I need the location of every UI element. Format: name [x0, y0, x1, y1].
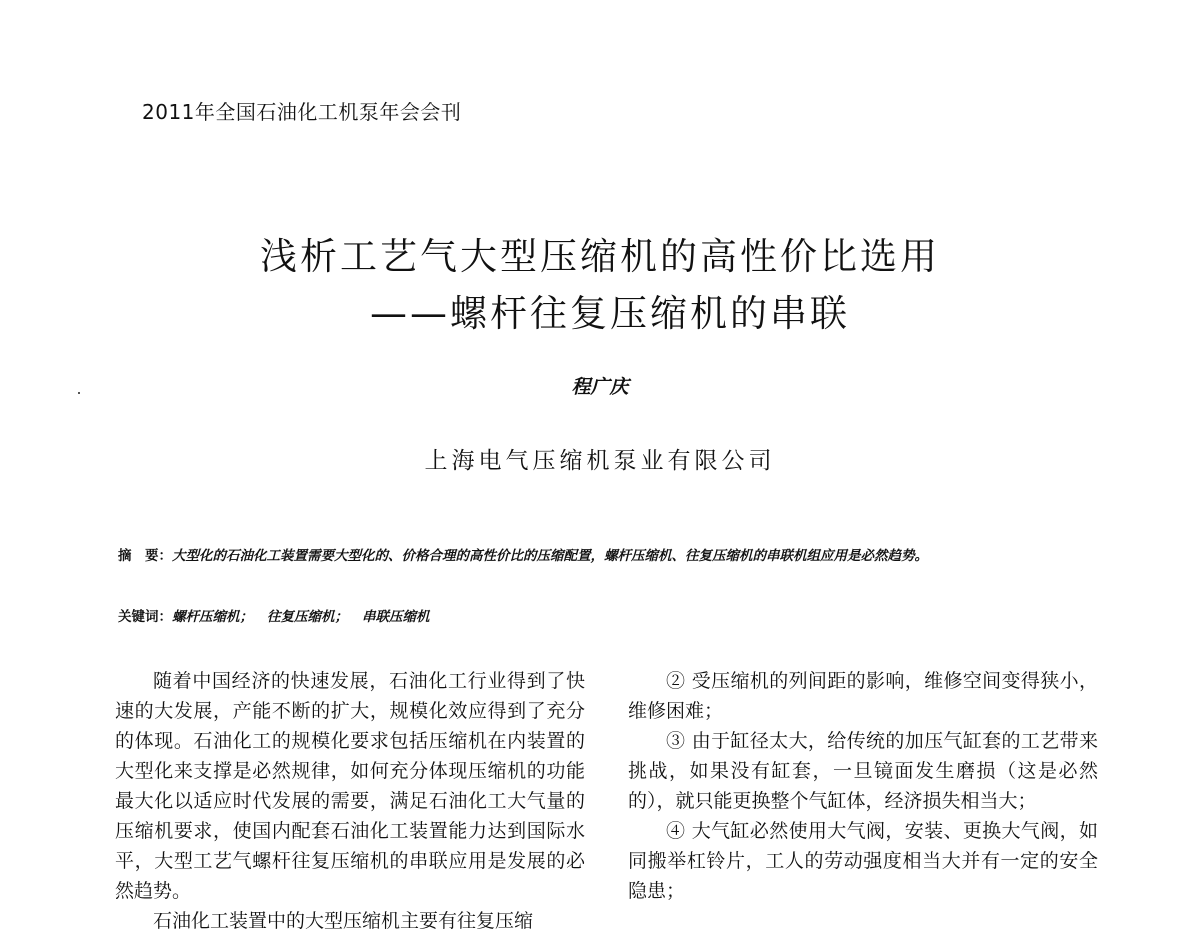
- author-affiliation: 上海电气压缩机泵业有限公司: [424, 448, 776, 474]
- body-column-right: [628, 666, 1098, 906]
- abstract-text: 大型化的石油化工装置需要大型化的、价格合理的高性价比的压缩配置，螺杆压缩机、往复压缩机的串联机组应用是必然趋势。: [172, 548, 928, 564]
- author-name: 程广庆: [571, 376, 629, 398]
- body-paragraph: 随着中国经济的快速发展，石油化工行业得到了快速的大发展，产能不断的扩大，规模化效应得到了充分的体现。石油化工的规模化要求包括压缩机在内装置的大型化来支撑是必然规律，如何充分体现压缩机的功能最大化以适应时代发展的需要，满足石油化工大气量的压缩机要求，使国内配套石油化工装置能力达到国际水平，大型工艺气螺杆往复压缩机的串联应用是发展的必然趋势。: [115, 670, 585, 902]
- keywords: [118, 604, 1103, 630]
- body-paragraph: ④ 大气缸必然使用大气阀，安装、更换大气阀，如同搬举杠铃片，工人的劳动强度相当大并有一定的安全隐患；: [628, 820, 1098, 902]
- body-paragraph: ③ 由于缸径太大，给传统的加压气缸套的工艺带来挑战，如果没有缸套，一旦镜面发生磨损（这是必然的），就只能更换整个气缸体，经济损失相当大；: [628, 730, 1098, 812]
- body-column-left: [115, 666, 585, 936]
- keyword: 往复压缩机；: [267, 609, 348, 625]
- abstract: [118, 543, 1103, 569]
- abstract-label: 摘 要：: [118, 548, 172, 564]
- journal-header: 2011年全国石油化工机泵年会会刊: [142, 100, 462, 124]
- keywords-label: 关键词：: [118, 609, 172, 625]
- paper-title: 浅析工艺气大型压缩机的高性价比选用: [260, 235, 940, 278]
- body-paragraph: ② 受压缩机的列间距的影响，维修空间变得狭小，维修困难；: [628, 670, 1098, 722]
- body-paragraph: 石油化工装置中的大型压缩机主要有往复压缩: [153, 910, 534, 932]
- keyword: 螺杆压缩机；: [172, 609, 253, 625]
- keyword: 串联压缩机: [362, 609, 430, 625]
- paper-subtitle: ——螺杆往复压缩机的串联: [370, 292, 850, 335]
